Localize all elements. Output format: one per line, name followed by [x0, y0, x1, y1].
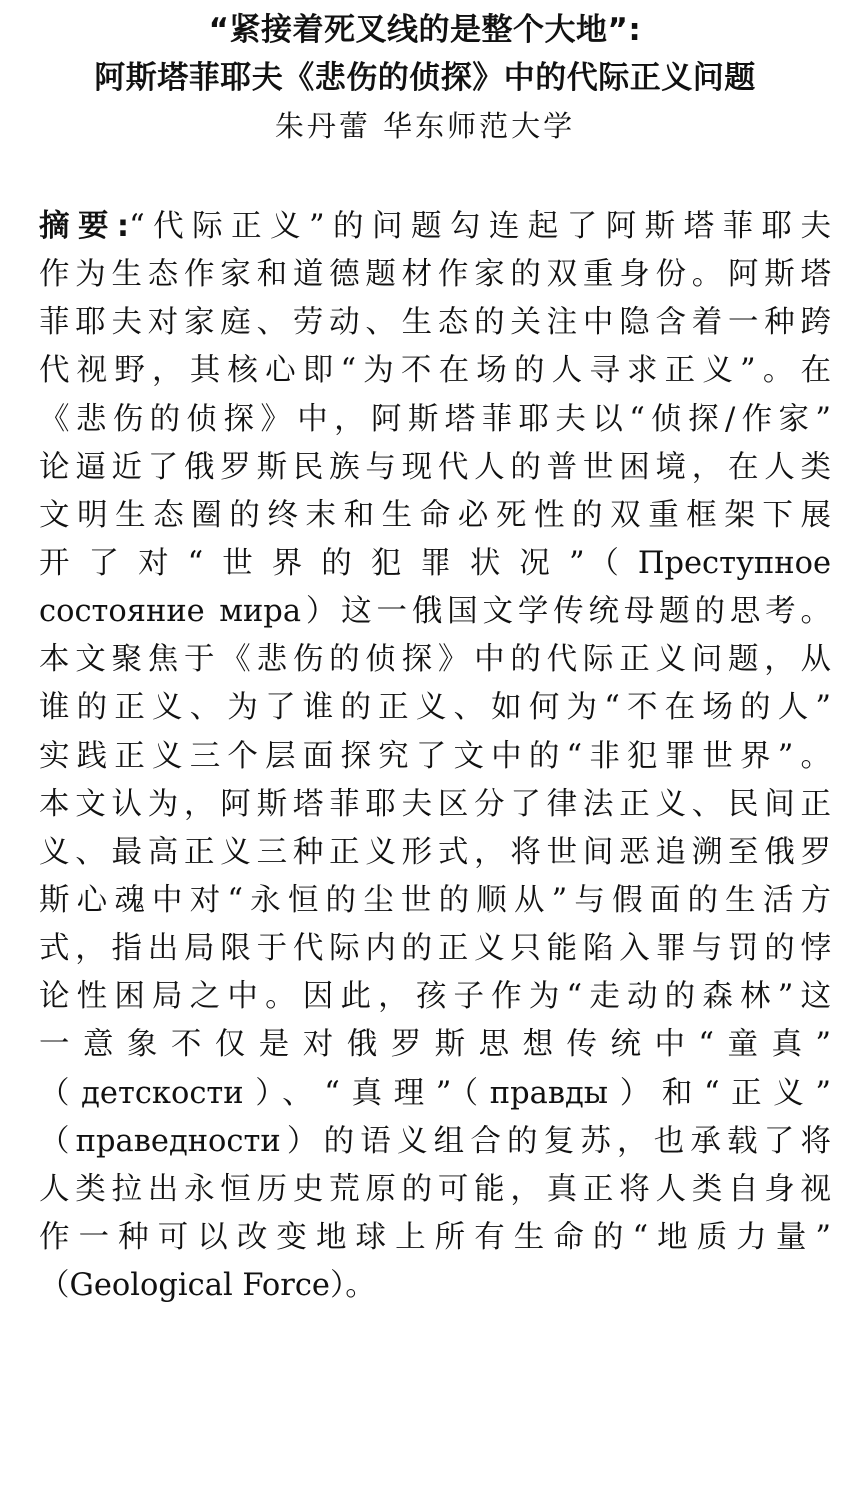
abstract-line: （праведности）的语义组合的复苏，也承载了将: [39, 1123, 831, 1159]
abstract-line: 论逼近了俄罗斯民族与现代人的普世困境，在人类: [39, 449, 831, 485]
abstract-line: （Geological Force）。: [39, 1268, 376, 1304]
abstract-line: 一意象不仅是对俄罗斯思想传统中“童真”: [39, 1027, 831, 1063]
paper-title-line-1: “紧接着死叉线的是整个大地”:: [208, 12, 642, 48]
author-affiliation: 朱丹蕾 华东师范大学: [274, 109, 576, 143]
abstract-line: 论性困局之中。因此，孩子作为“走动的森林”这: [39, 979, 831, 1015]
abstract-line: 文明生态圈的终末和生命必死性的双重框架下展: [39, 497, 831, 533]
abstract-line: 菲耶夫对家庭、劳动、生态的关注中隐含着一种跨: [39, 305, 831, 341]
abstract-line: 作为生态作家和道德题材作家的双重身份。阿斯塔: [39, 257, 831, 293]
abstract-line: 实践正义三个层面探究了文中的“非犯罪世界”。: [39, 738, 831, 774]
abstract-label: 摘要:: [39, 209, 130, 244]
abstract: [39, 203, 831, 1310]
abstract-line: 代视野，其核心即“为不在场的人寻求正义”。在: [39, 353, 831, 389]
abstract-line: （детскости）、“真理”（правды）和“正义”: [39, 1075, 831, 1111]
abstract-line: 斯心魂中对“永恒的尘世的顺从”与假面的生活方: [39, 882, 831, 918]
abstract-line: 作一种可以改变地球上所有生命的“地质力量”: [39, 1219, 831, 1255]
abstract-line: состояние мира）这一俄国文学传统母题的思考。: [39, 594, 831, 630]
paper-title-line-2: 阿斯塔菲耶夫《悲伤的侦探》中的代际正义问题: [94, 60, 756, 96]
abstract-line: 开了对“世界的犯罪状况”（Преступное: [39, 545, 831, 581]
abstract-line: [39, 203, 831, 251]
abstract-line-text: “代际正义”的问题勾连起了阿斯塔菲耶夫: [129, 209, 831, 244]
abstract-line: 《悲伤的侦探》中，阿斯塔菲耶夫以“侦探/作家”: [39, 401, 831, 437]
abstract-line: 式，指出局限于代际内的正义只能陷入罪与罚的悖: [39, 931, 831, 967]
abstract-line: 义、最高正义三种正义形式，将世间恶追溯至俄罗: [39, 834, 831, 870]
abstract-line: 谁的正义、为了谁的正义、如何为“不在场的人”: [39, 690, 831, 726]
abstract-line: 本文认为，阿斯塔菲耶夫区分了律法正义、民间正: [39, 786, 831, 822]
abstract-line: 本文聚焦于《悲伤的侦探》中的代际正义问题，从: [39, 642, 831, 678]
abstract-line: 人类拉出永恒历史荒原的可能，真正将人类自身视: [39, 1171, 831, 1207]
